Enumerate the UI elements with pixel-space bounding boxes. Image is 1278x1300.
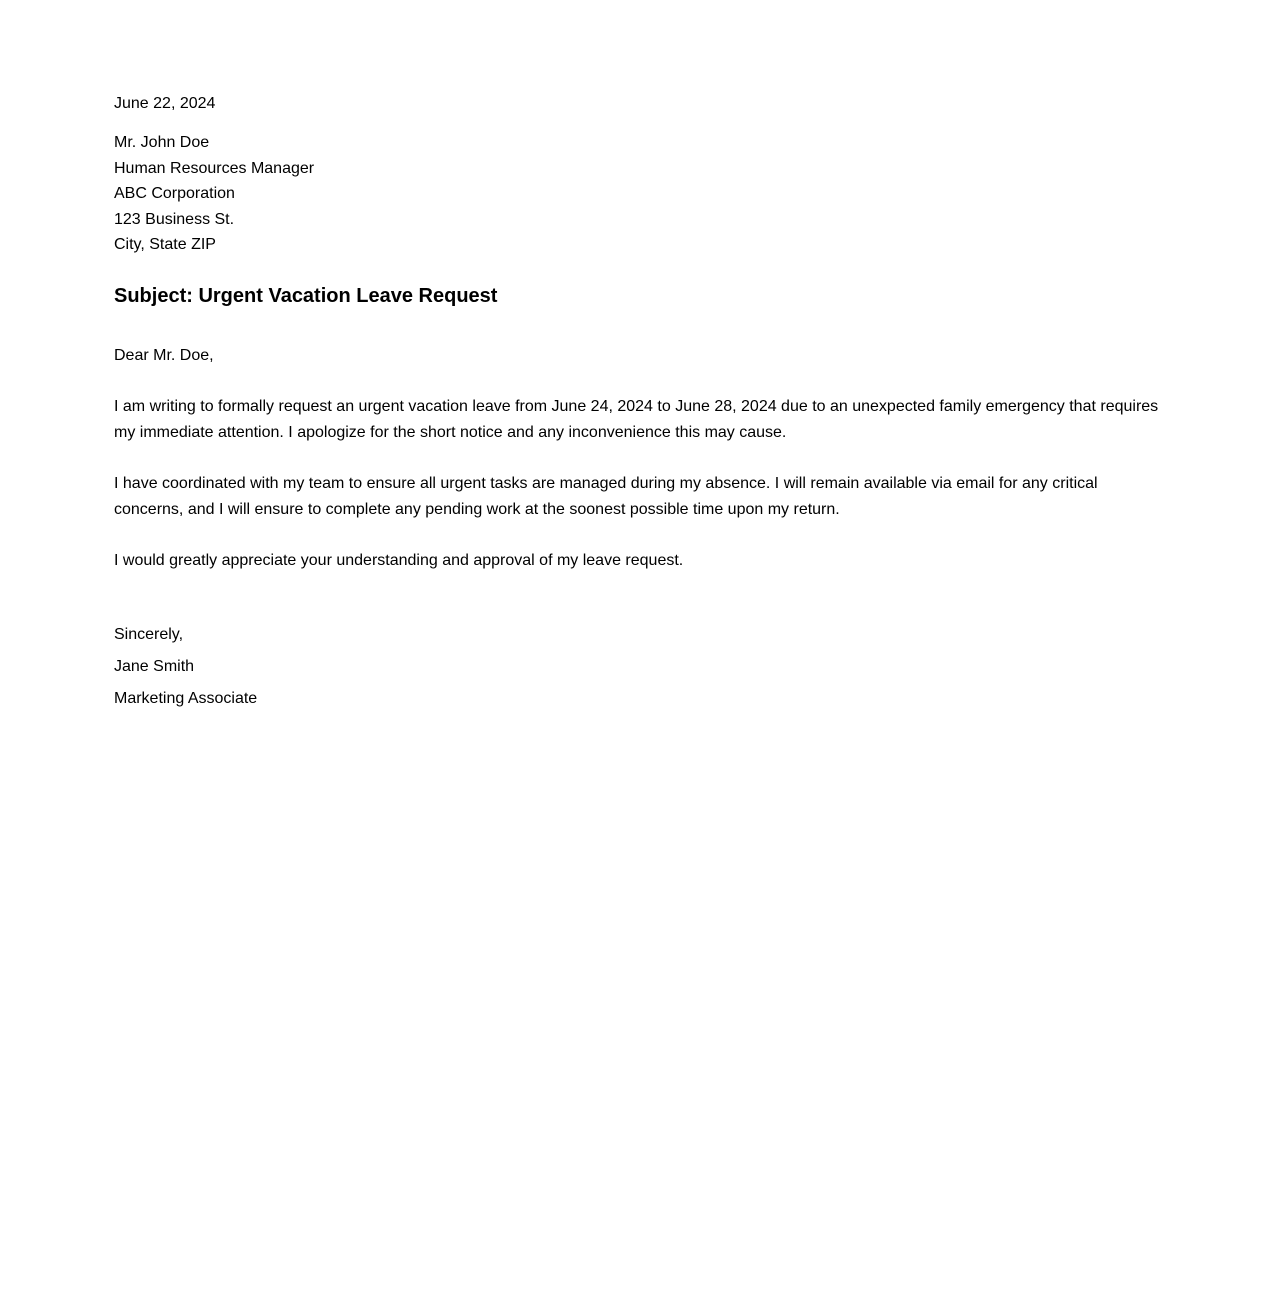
letter-salutation: Dear Mr. Doe, bbox=[114, 347, 214, 364]
body-paragraph-1: I am writing to formally request an urgent vacation leave from June 24, 2024 to June 28, 2024 due to an unexpected family emergency that requires my immediate attention. I apologize for the short notice and any inconvenience this may cause. bbox=[114, 398, 1159, 441]
recipient-city-state-zip: City, State ZIP bbox=[114, 236, 216, 253]
recipient-address-block bbox=[114, 130, 314, 258]
letter-closing bbox=[114, 619, 257, 715]
sender-title: Marketing Associate bbox=[114, 690, 258, 707]
sender-name: Jane Smith bbox=[114, 658, 195, 675]
body-paragraph-2: I have coordinated with my team to ensure all urgent tasks are managed during my absence. I will remain available via email for any critical concerns, and I will ensure to complete any pending work at the soonest possible time upon my return. bbox=[114, 475, 1098, 518]
recipient-title: Human Resources Manager bbox=[114, 159, 315, 177]
recipient-street: 123 Business St. bbox=[114, 210, 235, 228]
body-paragraph-3: I would greatly appreciate your understanding and approval of my leave request. bbox=[114, 552, 684, 569]
recipient-company: ABC Corporation bbox=[114, 185, 235, 202]
letter-date: June 22, 2024 bbox=[114, 95, 216, 112]
valediction: Sincerely, bbox=[114, 626, 184, 643]
letter-subject: Subject: Urgent Vacation Leave Request bbox=[114, 285, 498, 307]
recipient-name: Mr. John Doe bbox=[114, 134, 210, 151]
